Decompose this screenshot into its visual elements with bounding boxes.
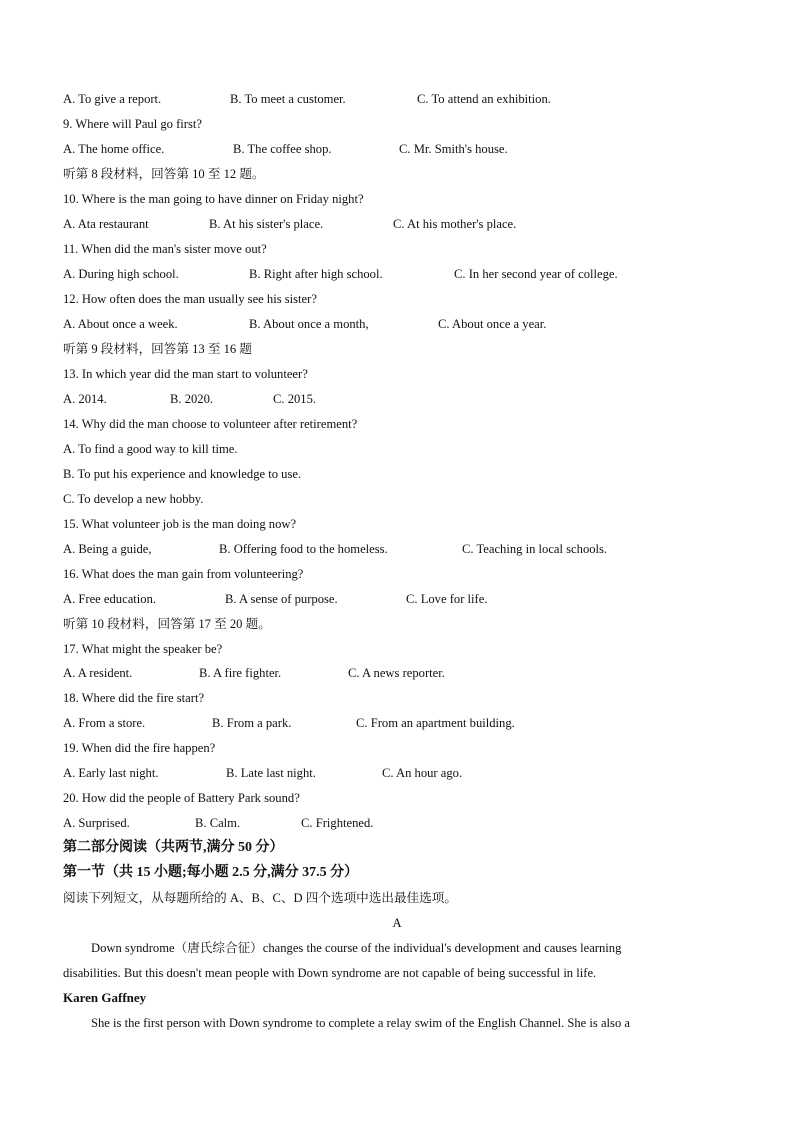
q12-option-a: A. About once a week. (63, 317, 178, 331)
q8-option-c: C. To attend an exhibition. (417, 92, 551, 106)
q19-stem: 19. When did the fire happen? (63, 741, 216, 755)
q18-option-a: A. From a store. (63, 716, 146, 730)
passage-paragraph-1-line-1: Down syndrome（唐氏综合征）changes the course of the individual's development and causes learning (91, 941, 622, 955)
q14-option-a: A. To find a good way to kill time. (63, 442, 238, 456)
q17-option-a: A. A resident. (63, 666, 133, 680)
q20-option-c: C. Frightened. (301, 816, 374, 830)
section-10-heading: 听第 10 段材料，回答第 17 至 20 题。 (63, 617, 271, 631)
q14-option-b: B. To put his experience and knowledge to use. (63, 467, 302, 481)
section-1-heading: 第一节（共 15 小题;每小题 2.5 分,满分 37.5 分） (63, 865, 359, 880)
q15-stem: 15. What volunteer job is the man doing now? (63, 517, 297, 531)
q17-option-b: B. A fire fighter. (199, 666, 282, 680)
q11-stem: 11. When did the man's sister move out? (63, 242, 267, 256)
passage-paragraph-1-line-2: disabilities. But this doesn't mean people with Down syndrome are not capable of being successful in life. (63, 966, 597, 980)
q10-option-a: A. Ata restaurant (63, 217, 149, 231)
q13-option-b: B. 2020. (170, 392, 214, 406)
q18-option-c: C. From an apartment building. (356, 716, 515, 730)
q12-option-c: C. About once a year. (438, 317, 547, 331)
passage-letter: A (392, 916, 402, 930)
q9-stem: 9. Where will Paul go first? (63, 117, 202, 131)
section-8-heading: 听第 8 段材料，回答第 10 至 12 题。 (63, 167, 265, 181)
q15-option-b: B. Offering food to the homeless. (219, 542, 388, 556)
q9-option-b: B. The coffee shop. (233, 142, 332, 156)
q17-option-c: C. A news reporter. (348, 666, 445, 680)
q10-option-b: B. At his sister's place. (209, 217, 324, 231)
part-2-heading: 第二部分阅读（共两节,满分 50 分） (63, 840, 284, 855)
q10-stem: 10. Where is the man going to have dinner on Friday night? (63, 192, 364, 206)
q20-option-b: B. Calm. (195, 816, 241, 830)
q9-option-a: A. The home office. (63, 142, 165, 156)
q18-option-b: B. From a park. (212, 716, 292, 730)
passage-paragraph-2-line-1: She is the first person with Down syndrome to complete a relay swim of the English Channel. She is also a (91, 1016, 630, 1030)
q15-option-c: C. Teaching in local schools. (462, 542, 608, 556)
q9-option-c: C. Mr. Smith's house. (399, 142, 508, 156)
q11-option-c: C. In her second year of college. (454, 267, 618, 281)
passage-subheading: Karen Gaffney (63, 990, 147, 1005)
q14-stem: 14. Why did the man choose to volunteer after retirement? (63, 417, 358, 431)
reading-instruction: 阅读下列短文，从每题所给的 A、B、C、D 四个选项中选出最佳选项。 (63, 891, 457, 905)
q16-stem: 16. What does the man gain from volunteering? (63, 567, 304, 581)
section-9-heading: 听第 9 段材料，回答第 13 至 16 题 (63, 342, 252, 356)
q14-option-c: C. To develop a new hobby. (63, 492, 204, 506)
q19-option-a: A. Early last night. (63, 766, 159, 780)
q13-option-c: C. 2015. (273, 392, 317, 406)
q18-stem: 18. Where did the fire start? (63, 691, 205, 705)
q16-option-c: C. Love for life. (406, 592, 488, 606)
q11-option-b: B. Right after high school. (249, 267, 383, 281)
q8-option-b: B. To meet a customer. (230, 92, 346, 106)
q12-stem: 12. How often does the man usually see his sister? (63, 292, 317, 306)
q20-stem: 20. How did the people of Battery Park sound? (63, 791, 300, 805)
q12-option-b: B. About once a month, (249, 317, 369, 331)
q16-option-b: B. A sense of purpose. (225, 592, 338, 606)
q15-option-a: A. Being a guide, (63, 542, 152, 556)
q17-stem: 17. What might the speaker be? (63, 642, 223, 656)
q19-option-c: C. An hour ago. (382, 766, 463, 780)
q8-option-a: A. To give a report. (63, 92, 162, 106)
q10-option-c: C. At his mother's place. (393, 217, 517, 231)
q13-stem: 13. In which year did the man start to volunteer? (63, 367, 308, 381)
q16-option-a: A. Free education. (63, 592, 157, 606)
q11-option-a: A. During high school. (63, 267, 179, 281)
q19-option-b: B. Late last night. (226, 766, 316, 780)
q20-option-a: A. Surprised. (63, 816, 130, 830)
q13-option-a: A. 2014. (63, 392, 107, 406)
